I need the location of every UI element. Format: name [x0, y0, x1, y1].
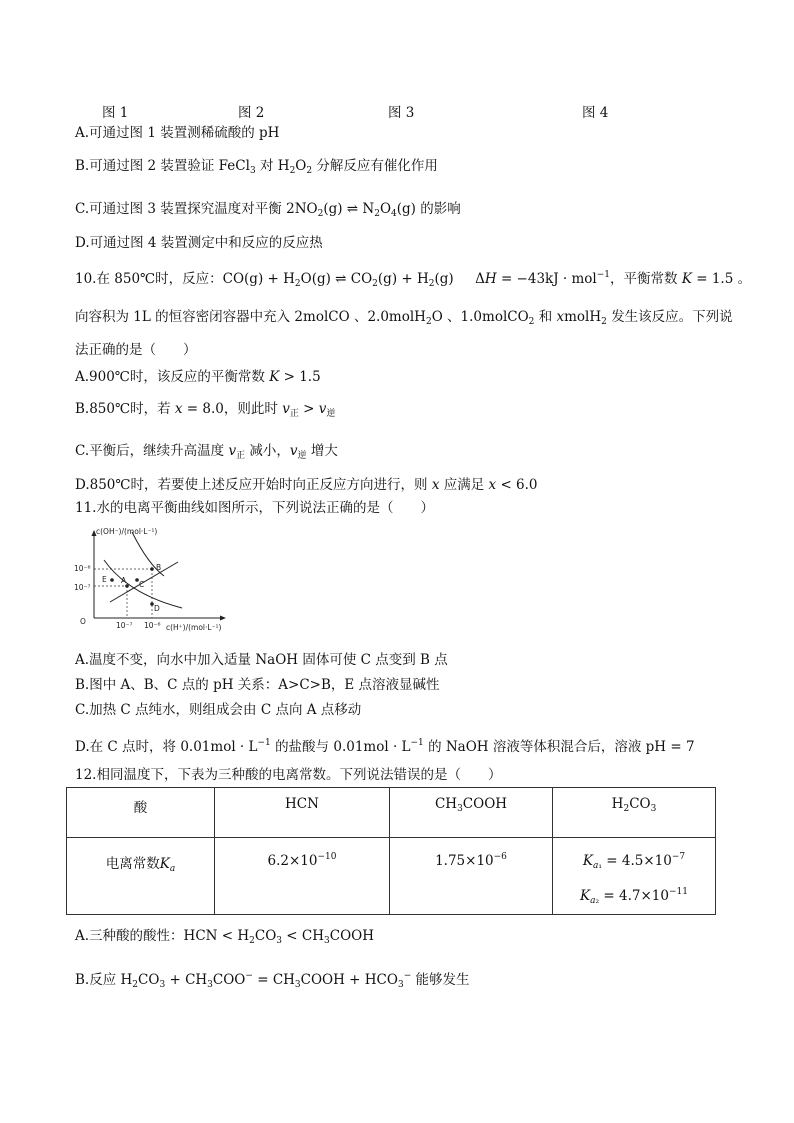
ka-ch3cooh: $1.75\times 10^{-6}$	[390, 838, 553, 915]
q12-stem: 12.相同温度下，下表为三种酸的电离常数。下列说法错误的是（ ）	[75, 767, 502, 783]
q12-option-b: B.反应 $H_2CO_3 + CH_3COO^-$ = $CH_3COOH + HCO_3^-$ 能够发生	[75, 971, 470, 990]
x-tick-1e-7: 10⁻⁷	[116, 621, 133, 630]
q10-stem: 10.在 850℃时，反应：$CO(g) + H_2O(g)$ ⇌ $CO_2(g) + H_2(g)$ ΔH = −43kJ · mol$^{-1}$，平衡常数 K = 1.5 。	[75, 270, 752, 289]
y-axis-label: c(OH⁻)/(mol·L⁻¹)	[96, 527, 158, 536]
header-acid: 酸	[67, 788, 215, 838]
q11-option-b: B.图中 A、B、C 点的 pH 关系：A>C>B，E 点溶液显碱性	[75, 677, 440, 693]
q10-stem-line2: 向容积为 1L 的恒容密闭容器中充入 2molCO 、2.0molH$_2$O 、1.0molCO$_2$ 和 xmolH$_2$ 发生该反应。下列说	[75, 309, 733, 327]
q10-stem-line3: 法正确的是（ ）	[75, 342, 197, 358]
water-ionization-graph	[70, 524, 240, 639]
ka-h2co3: $K_{a_1} = 4.5\times 10^{-7}$ $K_{a_2} = 4.7\times 10^{-11}$	[553, 838, 716, 915]
figure-2-label: 图 2	[238, 105, 265, 121]
row-label-ka: 电离常数$K_a$	[67, 838, 215, 915]
q9-option-b: B.可通过图 2 装置验证 FeCl$_3$ 对 $H_2O_2$ 分解反应有催化作用	[75, 158, 438, 176]
header-h2co3: $H_2CO_3$	[553, 788, 716, 838]
q10-option-d: D.850℃时，若要使上述反应开始时向正反应方向进行，则 x 应满足 x < 6.0	[75, 477, 538, 493]
header-ch3cooh: $CH_3COOH$	[390, 788, 553, 838]
q11-option-a: A.温度不变，向水中加入适量 NaOH 固体可使 C 点变到 B 点	[75, 652, 448, 668]
q9-option-d: D.可通过图 4 装置测定中和反应的反应热	[75, 235, 323, 251]
q10-option-a: A.900℃时，该反应的平衡常数 K > 1.5	[75, 369, 321, 385]
q9-option-a: A.可通过图 1 装置测稀硫酸的 pH	[75, 125, 280, 141]
point-b-label: B	[156, 563, 162, 572]
y-tick-1e-6: 10⁻⁶	[74, 564, 91, 573]
ka-hcn: $6.2\times 10^{-10}$	[215, 838, 390, 915]
origin-label: O	[80, 617, 86, 626]
q10-option-b: B.850℃时，若 x = 8.0，则此时 $v_正 > v_逆$	[75, 401, 336, 419]
header-hcn: HCN	[215, 788, 390, 838]
ionization-constant-table	[66, 787, 716, 915]
x-axis-label: c(H⁺)/(mol·L⁻¹)	[166, 623, 222, 632]
point-d-label: D	[154, 604, 160, 613]
q9-option-c: C.可通过图 3 装置探究温度对平衡 $2NO_2(g)$ ⇌ $N_2O_4(g)$ 的影响	[75, 201, 461, 219]
point-e-label: E	[102, 575, 107, 584]
q12-option-a: A.三种酸的酸性：HCN < $H_2CO_3$ < $CH_3COOH$	[75, 928, 374, 946]
figure-3-label: 图 3	[388, 105, 415, 121]
figure-1-label: 图 1	[102, 105, 129, 121]
q10-option-c: C.平衡后，继续升高温度 $v_正$ 减小，$v_逆$ 增大	[75, 443, 338, 461]
q11-stem: 11.水的电离平衡曲线如图所示，下列说法正确的是（ ）	[75, 500, 434, 516]
q11-option-d: D.在 C 点时，将 $0.01mol \cdot L^{-1}$ 的盐酸与 $0.01mol \cdot L^{-1}$ 的 NaOH 溶液等体积混合后，溶液 pH = 7	[75, 738, 695, 755]
point-a-label: A	[121, 576, 127, 585]
figure-4-label: 图 4	[582, 105, 609, 121]
q11-option-c: C.加热 C 点纯水，则组成会由 C 点向 A 点移动	[75, 702, 362, 718]
y-tick-1e-7: 10⁻⁷	[74, 583, 91, 592]
point-c-label: C	[139, 580, 145, 589]
x-tick-1e-6: 10⁻⁶	[144, 621, 161, 630]
